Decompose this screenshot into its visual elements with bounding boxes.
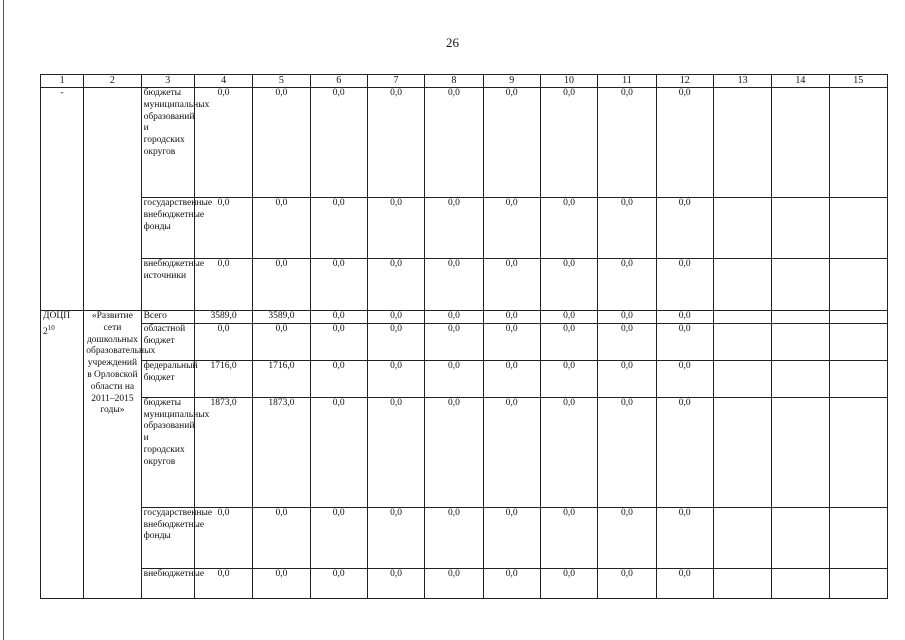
empty-cell [713, 311, 771, 324]
value-cell: 0,0 [367, 323, 424, 360]
value-cell: 1873,0 [253, 397, 310, 507]
budget-table [40, 74, 888, 599]
funding-source-label: внебюджетные источники [141, 259, 194, 311]
value-cell: 0,0 [656, 323, 713, 360]
table-row [41, 397, 888, 507]
value-cell: 0,0 [425, 311, 483, 324]
empty-cell [829, 311, 887, 324]
value-cell: 0,0 [367, 259, 424, 311]
table-row [41, 568, 888, 598]
empty-cell [829, 259, 887, 311]
empty-cell [829, 360, 887, 397]
value-cell: 1716,0 [253, 360, 310, 397]
value-cell: 0,0 [656, 259, 713, 311]
value-cell: 0,0 [656, 88, 713, 198]
program-code-cell [41, 311, 84, 599]
column-number-1: 1 [41, 75, 84, 88]
value-cell: 0,0 [253, 88, 310, 198]
column-number-12: 12 [656, 75, 713, 88]
value-cell: 1716,0 [194, 360, 252, 397]
value-cell: 0,0 [310, 259, 367, 311]
column-number-7: 7 [367, 75, 424, 88]
empty-cell [772, 259, 829, 311]
column-number-11: 11 [598, 75, 656, 88]
value-cell: 0,0 [310, 397, 367, 507]
value-cell: 0,0 [310, 88, 367, 198]
value-cell: 0,0 [194, 323, 252, 360]
dash-mark: - [60, 88, 64, 98]
value-cell: 0,0 [598, 568, 656, 598]
column-number-10: 10 [540, 75, 597, 88]
value-cell: 0,0 [194, 507, 252, 568]
program-code-footnote: 10 [47, 323, 55, 332]
empty-cell [829, 88, 887, 198]
value-cell: 0,0 [253, 507, 310, 568]
empty-cell [829, 568, 887, 598]
value-cell: 0,0 [367, 88, 424, 198]
value-cell: 0,0 [656, 397, 713, 507]
value-cell: 0,0 [310, 568, 367, 598]
page-number: 26 [446, 35, 459, 50]
value-cell: 0,0 [656, 198, 713, 259]
table-row [41, 259, 888, 311]
value-cell: 0,0 [367, 360, 424, 397]
empty-cell [713, 568, 771, 598]
value-cell: 0,0 [540, 88, 597, 198]
empty-cell [772, 311, 829, 324]
funding-source-label: бюджеты муниципальных образований и городских округов [141, 397, 194, 507]
column-number-4: 4 [194, 75, 252, 88]
value-cell: 0,0 [367, 568, 424, 598]
empty-cell [772, 198, 829, 259]
header-row [41, 75, 888, 88]
empty-cell [713, 507, 771, 568]
empty-cell [772, 397, 829, 507]
value-cell: 0,0 [540, 311, 597, 324]
column-number-2: 2 [84, 75, 141, 88]
value-cell: 0,0 [367, 198, 424, 259]
column-number-5: 5 [253, 75, 310, 88]
value-cell: 0,0 [253, 259, 310, 311]
empty-cell [772, 323, 829, 360]
funding-source-label: бюджеты муниципальных образований и городских округов [141, 88, 194, 198]
value-cell: 0,0 [367, 311, 424, 324]
empty-name-cell [84, 88, 141, 311]
empty-cell [829, 198, 887, 259]
program-code: ДОЦП 2 [43, 311, 71, 337]
value-cell: 0,0 [253, 323, 310, 360]
value-cell: 3589,0 [253, 311, 310, 324]
value-cell: 0,0 [483, 311, 540, 324]
value-cell: 0,0 [483, 88, 540, 198]
value-cell: 0,0 [598, 323, 656, 360]
value-cell: 0,0 [483, 323, 540, 360]
column-number-3: 3 [141, 75, 194, 88]
empty-cell [829, 507, 887, 568]
empty-cell [713, 360, 771, 397]
value-cell: 0,0 [310, 311, 367, 324]
value-cell: 0,0 [483, 198, 540, 259]
funding-source-label: областной бюджет [141, 323, 194, 360]
empty-cell [713, 397, 771, 507]
empty-cell [772, 507, 829, 568]
value-cell: 0,0 [310, 198, 367, 259]
value-cell: 0,0 [483, 259, 540, 311]
value-cell: 0,0 [310, 323, 367, 360]
value-cell: 0,0 [425, 259, 483, 311]
value-cell: 0,0 [425, 323, 483, 360]
empty-cell [713, 198, 771, 259]
value-cell: 0,0 [540, 507, 597, 568]
column-number-14: 14 [772, 75, 829, 88]
value-cell: 0,0 [425, 568, 483, 598]
value-cell: 0,0 [598, 397, 656, 507]
program-name-cell: «Развитие сети дошкольных образовательных учреждений в Орловской области на 2011–2015 годы» [84, 311, 141, 599]
value-cell: 0,0 [598, 360, 656, 397]
value-cell: 0,0 [194, 568, 252, 598]
value-cell: 0,0 [253, 568, 310, 598]
value-cell: 0,0 [598, 259, 656, 311]
table-row [41, 198, 888, 259]
value-cell: 0,0 [540, 323, 597, 360]
value-cell: 0,0 [425, 198, 483, 259]
value-cell: 0,0 [598, 88, 656, 198]
funding-source-label: государственные внебюджетные фонды [141, 198, 194, 259]
value-cell: 0,0 [483, 397, 540, 507]
column-number-15: 15 [829, 75, 887, 88]
value-cell: 0,0 [367, 507, 424, 568]
empty-cell [829, 397, 887, 507]
value-cell: 0,0 [540, 198, 597, 259]
value-cell: 0,0 [656, 311, 713, 324]
value-cell: 0,0 [540, 259, 597, 311]
empty-cell [772, 568, 829, 598]
column-number-6: 6 [310, 75, 367, 88]
page-edge-line [3, 0, 4, 640]
value-cell: 0,0 [598, 507, 656, 568]
value-cell: 0,0 [656, 507, 713, 568]
value-cell: 0,0 [425, 397, 483, 507]
dash-cell [41, 88, 84, 311]
value-cell: 0,0 [425, 88, 483, 198]
value-cell: 0,0 [194, 259, 252, 311]
value-cell: 0,0 [540, 397, 597, 507]
empty-cell [772, 88, 829, 198]
table-row [41, 88, 888, 198]
empty-cell [713, 323, 771, 360]
value-cell: 0,0 [540, 568, 597, 598]
value-cell: 0,0 [656, 568, 713, 598]
value-cell: 0,0 [540, 360, 597, 397]
empty-cell [713, 88, 771, 198]
value-cell: 0,0 [194, 198, 252, 259]
column-number-9: 9 [483, 75, 540, 88]
table-row [41, 323, 888, 360]
value-cell: 0,0 [425, 507, 483, 568]
empty-cell [829, 323, 887, 360]
value-cell: 0,0 [310, 360, 367, 397]
table-row [41, 507, 888, 568]
value-cell: 0,0 [253, 198, 310, 259]
value-cell: 0,0 [425, 360, 483, 397]
value-cell: 0,0 [310, 507, 367, 568]
value-cell: 0,0 [367, 397, 424, 507]
funding-source-label: государственные внебюджетные фонды [141, 507, 194, 568]
value-cell: 0,0 [598, 311, 656, 324]
value-cell: 0,0 [194, 88, 252, 198]
table-row [41, 360, 888, 397]
value-cell: 1873,0 [194, 397, 252, 507]
value-cell: 0,0 [483, 568, 540, 598]
funding-source-label: федеральный бюджет [141, 360, 194, 397]
table-row [41, 311, 888, 324]
empty-cell [772, 360, 829, 397]
value-cell: 0,0 [598, 198, 656, 259]
column-number-8: 8 [425, 75, 483, 88]
value-cell: 3589,0 [194, 311, 252, 324]
value-cell: 0,0 [483, 507, 540, 568]
empty-cell [713, 259, 771, 311]
funding-source-label: Всего [141, 311, 194, 324]
value-cell: 0,0 [483, 360, 540, 397]
column-number-13: 13 [713, 75, 771, 88]
funding-source-label: внебюджетные [141, 568, 194, 598]
value-cell: 0,0 [656, 360, 713, 397]
